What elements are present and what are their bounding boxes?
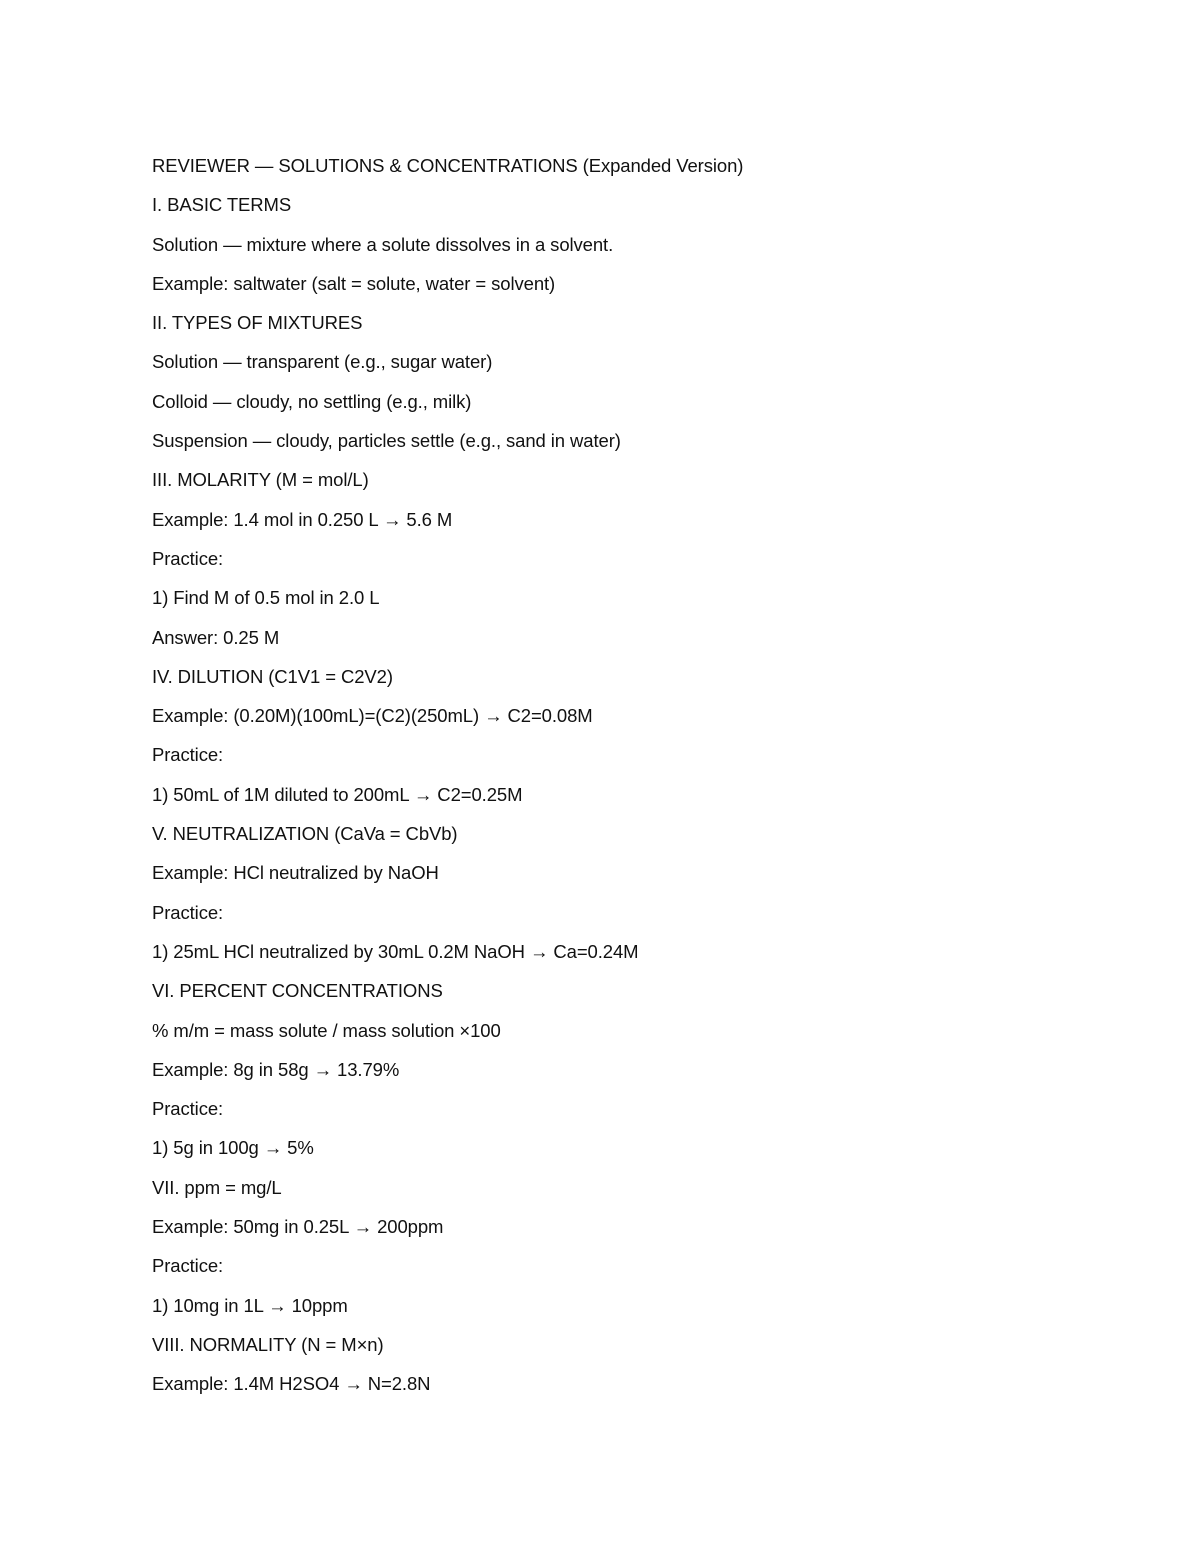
text-line: Example: saltwater (salt = solute, water = solvent) (152, 272, 556, 294)
text-line: Answer: 0.25 M (152, 626, 280, 648)
text-line: 1) 50mL of 1M diluted to 200mL → C2=0.25M (152, 783, 523, 805)
text-line: 1) Find M of 0.5 mol in 2.0 L (152, 587, 380, 609)
text-line: Example: 50mg in 0.25L → 200ppm (152, 1216, 444, 1238)
section-heading: VIII. NORMALITY (N = M×n) (152, 1333, 384, 1355)
text-line: Example: (0.20M)(100mL)=(C2)(250mL) → C2=0.08M (152, 705, 593, 727)
text-line: 1) 25mL HCl neutralized by 30mL 0.2M NaOH → Ca=0.24M (152, 940, 639, 962)
text-line: 1) 10mg in 1L → 10ppm (152, 1294, 348, 1316)
section-heading: V. NEUTRALIZATION (CaVa = CbVb) (152, 823, 458, 845)
text-line: Solution — transparent (e.g., sugar water) (152, 351, 493, 373)
text-line: Practice: (152, 901, 224, 923)
text-line: Suspension — cloudy, particles settle (e.g., sand in water) (152, 430, 621, 452)
text-line: Example: 1.4M H2SO4 → N=2.8N (152, 1373, 431, 1395)
text-line: Practice: (152, 547, 224, 569)
text-line: Practice: (152, 1098, 224, 1120)
text-line: Example: HCl neutralized by NaOH (152, 862, 439, 884)
section-heading: I. BASIC TERMS (152, 194, 292, 216)
text-line: Example: 1.4 mol in 0.250 L → 5.6 M (152, 508, 453, 530)
document-content (152, 152, 1112, 1410)
text-line: Practice: (152, 744, 224, 766)
text-line: 1) 5g in 100g → 5% (152, 1137, 314, 1159)
section-heading: VI. PERCENT CONCENTRATIONS (152, 980, 443, 1002)
text-line: % m/m = mass solute / mass solution ×100 (152, 1019, 501, 1041)
document-title: REVIEWER — SOLUTIONS & CONCENTRATIONS (Expanded Version) (152, 155, 744, 176)
text-line: Practice: (152, 1255, 224, 1277)
text-line: Example: 8g in 58g → 13.79% (152, 1058, 400, 1080)
section-heading: VII. ppm = mg/L (152, 1176, 282, 1198)
section-heading: II. TYPES OF MIXTURES (152, 312, 363, 334)
section-heading: IV. DILUTION (C1V1 = C2V2) (152, 665, 393, 687)
section-heading: III. MOLARITY (M = mol/L) (152, 469, 369, 491)
text-line: Solution — mixture where a solute dissolves in a solvent. (152, 233, 614, 255)
text-line: Colloid — cloudy, no settling (e.g., milk) (152, 390, 472, 412)
